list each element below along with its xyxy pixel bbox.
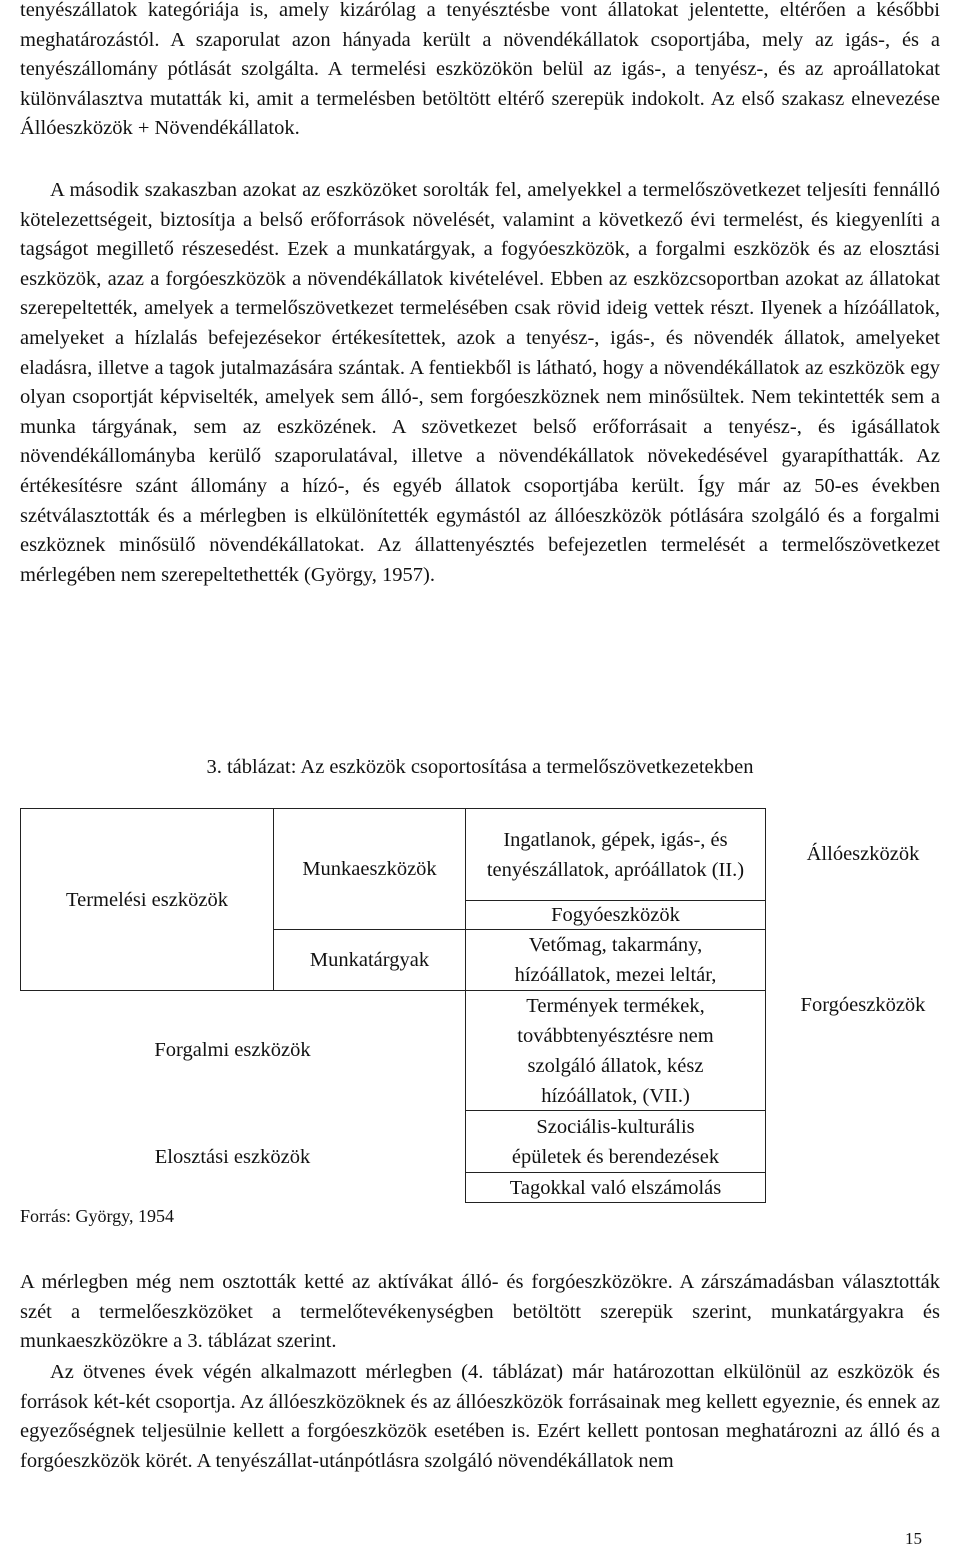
cell-elosztasi-eszkozok: Elosztási eszközök bbox=[154, 1146, 311, 1168]
cell-forgoeszkozok: Forgóeszközök bbox=[800, 994, 926, 1016]
cell-munkaeszkozok: Munkaeszközök bbox=[302, 858, 437, 880]
body-paragraph-2: A második szakaszban azokat az eszközöket sorolták fel, amelyekkel a termelőszövetkezet teljesíti fennálló kötelezettségeit, biztosítja a belső erőforrások növelését, valamint a következő évi termelést, és kiegyenlíti a tagságot megillető részesedést. Ezek a munkatárgyak, a fogyóeszközök, a forgalmi eszközök és az elosztási eszközök, azaz a forgóeszközök a növendékállatok kivételével. Ebben az eszközcsoportban azokat az állatokat szerepeltették, amelyek a termelőszövetkezet termelésében csak rövid ideig vettek részt. Ilyenek a hízóállatok, amelyeket a hízlalás befejezésekor értékesítettek, azok a tenyész-, igás-, és növendék állatok, amelyeket eladásra, illetve a tagok jutalmazására szántak. A fentiekből is látható, hogy a növendékállatok az eszközök egy olyan csoportját képviselték, amelyek sem álló-, sem forgóeszköznek nem minősültek. Nem tekintették sem a munka tárgyának, sem az eszközének. A szövetkezet belső erőforrásait a tenyész-, és igásállatok növendékállományba kerülő szaporulatával, illetve a növendékállatok növekedésével gyarapíthatták. Az értékesítésre szánt állomány a hízó-, és egyéb állatok csoportjába került. Így már az 50-es években szétválasztották és a mérlegben is elkülönítették egymástól az állóeszközök pótlására szolgáló és a forgalmi eszköznek minősülő növendékállatokat. Az állattenyésztés befejezetlen termelését a termelőszövetkezet mérlegében nem szerepeltethették (György, 1957). bbox=[20, 179, 940, 586]
cell-alloeszkozok: Állóeszközök bbox=[806, 843, 920, 865]
body-paragraph-4: Az ötvenes évek végén alkalmazott mérlegben (4. táblázat) már határozottan elkülönül az eszközök és források két-két csoportja. Az állóeszközöknek és az állóeszközök forrásainak meg kellett egyeznie, és ennek az egyezőségnek teljesülnie kellett a forgóeszközök esetében is. Ezért kellett pontosan meghatározni az álló és a forgóeszközök körét. A tenyészállat-utánpótlásra szolgáló növendékállatok nem bbox=[20, 1361, 940, 1472]
body-paragraph-3: A mérlegben még nem osztották ketté az aktívákat álló- és forgóeszközökre. A zárszámadásban választották szét a termelőeszközöket a termelőtevékenységben betöltött szerepük szerint, munkatárgyakra és munkaeszközökre a 3. táblázat szerint. bbox=[20, 1271, 940, 1353]
cell-ingatlanok: Ingatlanok, gépek, igás-, és tenyészállatok, apróállatok (II.) bbox=[486, 828, 745, 881]
cell-forgalmi-eszkozok: Forgalmi eszközök bbox=[154, 1039, 311, 1061]
cell-fogyoeszkozok: Fogyóeszközök bbox=[551, 904, 680, 926]
page-number: 15 bbox=[905, 1529, 922, 1548]
cell-vetomag: Vetőmag, takarmány, hízóállatok, mezei leltár, bbox=[514, 934, 717, 986]
cell-munkatargyak: Munkatárgyak bbox=[309, 949, 430, 971]
body-paragraph-1: tenyészállatok kategóriája is, amely kizárólag a tenyésztésbe vont állatokat jelentette, eltérően a későbbi meghatározástól. A szaporulat azon hányada került a növendékállatok csoportjába, mely az igás-, és a tenyészállomány pótlását szolgálta. A termelési eszközökön belül az igás-, a tenyész-, és az aproállatokat különválasztva mutatták ki, amit a termelésben betöltött eltérő szerepük indokolt. Az első szakasz elnevezése Állóeszközök + Növendékállatok. bbox=[20, 0, 940, 140]
cell-termelesi-eszkozok: Termelési eszközök bbox=[66, 888, 228, 911]
cell-tagokkal: Tagokkal való elszámolás bbox=[509, 1176, 722, 1199]
cell-termenyek: Termények termékek, továbbtenyésztésre nem szolgáló állatok, kész hízóállatok, (VII.) bbox=[517, 994, 714, 1107]
cell-szocialis-kulturalis: Szociális-kulturális épületek és berendezések bbox=[511, 1115, 720, 1168]
table-source: Forrás: György, 1954 bbox=[20, 1206, 174, 1226]
table-caption: 3. táblázat: Az eszközök csoportosítása a termelőszövetkezetekben bbox=[206, 756, 754, 778]
